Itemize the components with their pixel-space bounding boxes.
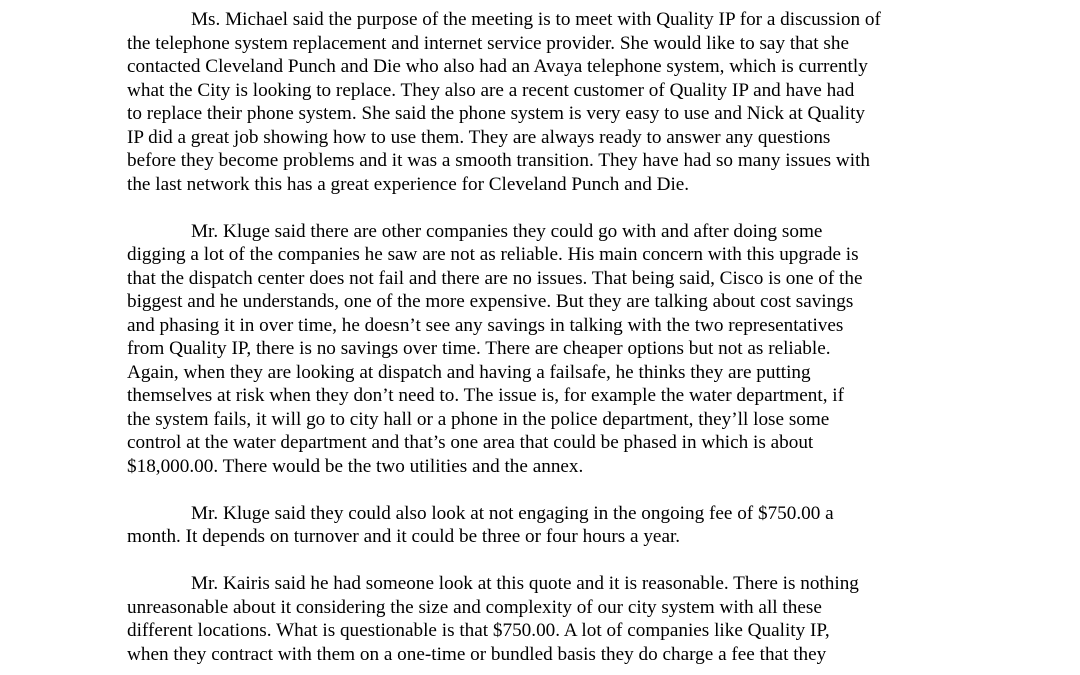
paragraph — [127, 8, 927, 196]
text-line: IP did a great job showing how to use them. They are always ready to answer any questions — [127, 126, 831, 148]
text-line: themselves at risk when they don’t need to. The issue is, for example the water department, if — [127, 385, 845, 406]
text-line: what the City is looking to replace. They also are a recent customer of Quality IP and have had — [127, 79, 855, 101]
text-line: control at the water department and that’s one area that could be phased in which is about — [127, 432, 814, 453]
text-line: contacted Cleveland Punch and Die who also had an Avaya telephone system, which is currently — [127, 56, 868, 77]
text-line: digging a lot of the companies he saw are not as reliable. His main concern with this upgrade is — [127, 244, 859, 265]
paragraph — [127, 502, 927, 549]
meeting-minutes-body — [127, 8, 927, 675]
text-line: to replace their phone system. She said the phone system is very easy to use and Nick at Quality — [127, 103, 866, 124]
text-line: different locations. What is questionable is that $750.00. A lot of companies like Quality IP, — [127, 620, 830, 641]
text-line: Mr. Kluge said there are other companies they could go with and after doing some — [191, 220, 823, 242]
text-line: Ms. Michael said the purpose of the meeting is to meet with Quality IP for a discussion of — [191, 9, 881, 30]
text-line: that the dispatch center does not fail and there are no issues. That being said, Cisco is one of the — [127, 267, 863, 289]
text-line: Mr. Kairis said he had someone look at this quote and it is reasonable. There is nothing — [191, 573, 859, 594]
text-line: when they contract with them on a one-time or bundled basis they do charge a fee that they — [127, 643, 827, 665]
text-line: Mr. Kluge said they could also look at not engaging in the ongoing fee of $750.00 a — [191, 502, 834, 524]
text-line: unreasonable about it considering the size and complexity of our city system with all these — [127, 596, 822, 618]
text-line: $18,000.00. There would be the two utilities and the annex. — [127, 455, 584, 477]
text-line: the system fails, it will go to city hall or a phone in the police department, they’ll lose some — [127, 408, 830, 430]
text-line: and phasing it in over time, he doesn’t see any savings in talking with the two representatives — [127, 314, 844, 336]
text-line: before they become problems and it was a smooth transition. They have had so many issues with — [127, 150, 871, 171]
text-line: from Quality IP, there is no savings over time. There are cheaper options but not as reliable. — [127, 338, 831, 359]
text-line: Again, when they are looking at dispatch and having a failsafe, he thinks they are putting — [127, 361, 811, 383]
paragraph — [127, 220, 927, 479]
paragraph — [127, 572, 927, 666]
text-line: biggest and he understands, one of the more expensive. But they are talking about cost savings — [127, 291, 854, 312]
text-line: the telephone system replacement and internet service provider. She would like to say that she — [127, 32, 849, 54]
text-line: the last network this has a great experience for Cleveland Punch and Die. — [127, 173, 690, 195]
text-line: month. It depends on turnover and it could be three or four hours a year. — [127, 526, 681, 547]
